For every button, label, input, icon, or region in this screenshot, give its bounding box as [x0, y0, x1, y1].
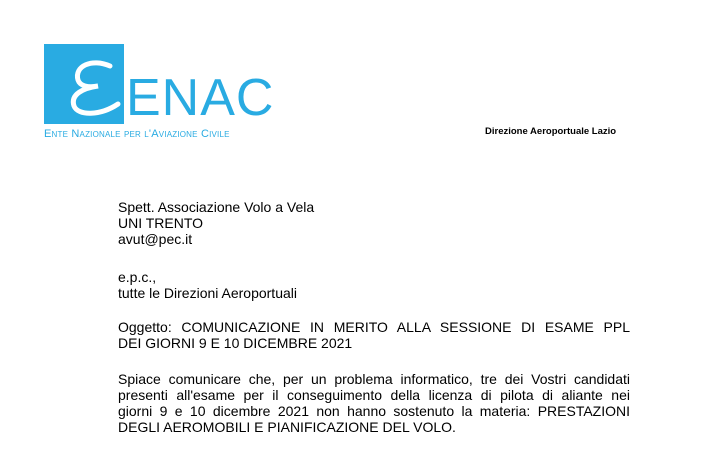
subject-line: DEI GIORNI 9 E 10 DICEMBRE 2021	[118, 335, 353, 351]
body-line: Spiace comunicare che, per un problema informatico, tre dei Vostri candidati	[118, 371, 630, 387]
recipient-line: UNI TRENTO	[118, 215, 204, 231]
recipient-line: Spett. Associazione Volo a Vela	[118, 199, 315, 215]
enac-logo	[44, 44, 274, 144]
body-line: giorni 9 e 10 dicembre 2021 non hanno sostenuto la materia: PRESTAZIONI	[118, 403, 630, 419]
recipient-email: avut@pec.it	[118, 231, 193, 247]
body-line: presenti all'esame per il conseguimento della licenza di pilota di aliante nei	[118, 387, 630, 403]
subject-block	[118, 319, 630, 351]
logo-emblem	[44, 44, 124, 124]
recipient-address	[118, 199, 630, 247]
logo-e-glyph	[44, 44, 124, 124]
logo-wordmark: ENAC	[126, 69, 275, 127]
body-paragraph	[118, 371, 630, 435]
cc-label: e.p.c.,	[118, 269, 157, 285]
cc-block	[118, 269, 630, 301]
body-line: DEGLI AEROMOBILI E PIANIFICAZIONE DEL VOLO.	[118, 419, 456, 435]
office-name: Direzione Aeroportuale Lazio	[485, 126, 617, 137]
logo-tagline: Ente Nazionale per l'Aviazione Civile	[44, 128, 230, 140]
cc-recipients: tutte le Direzioni Aeroportuali	[118, 285, 297, 301]
subject-line: Oggetto: COMUNICAZIONE IN MERITO ALLA SESSIONE DI ESAME PPL	[118, 319, 630, 335]
